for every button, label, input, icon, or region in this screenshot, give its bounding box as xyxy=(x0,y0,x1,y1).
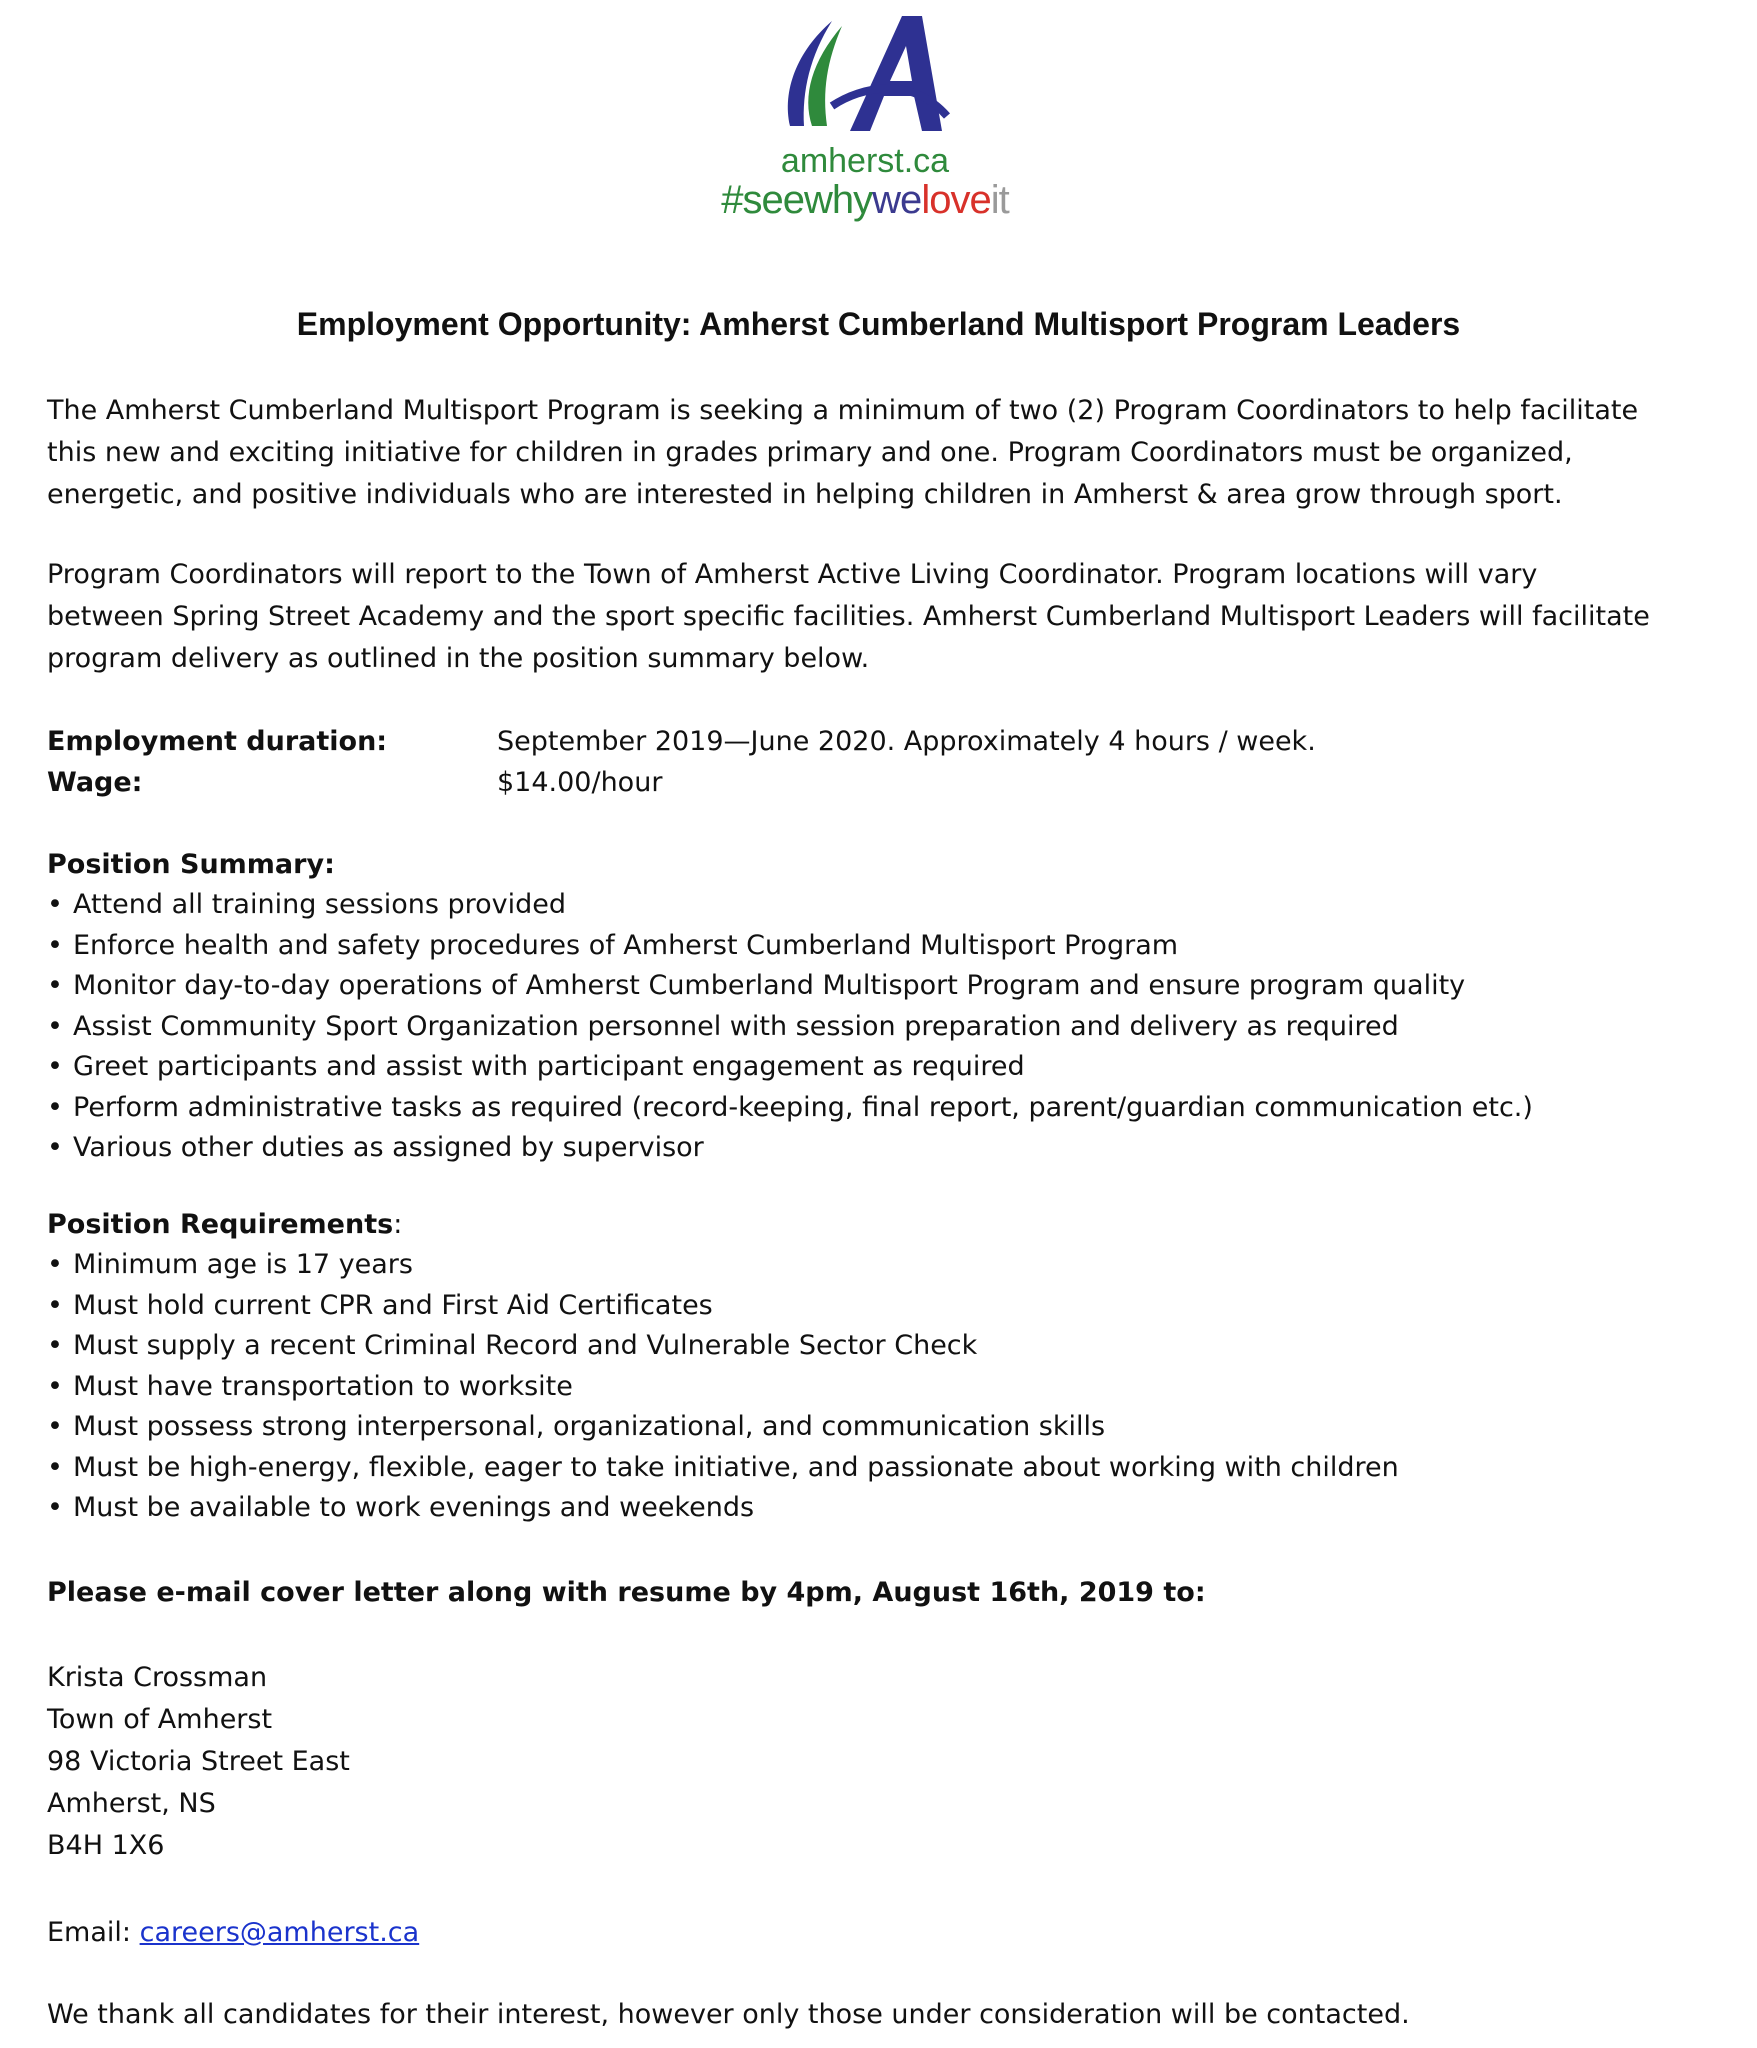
list-item-text: Must be available to work evenings and weekends xyxy=(73,1492,755,1523)
bullet-icon: • xyxy=(47,1289,63,1321)
list-item-text: Attend all training sessions provided xyxy=(73,889,567,920)
list-item xyxy=(47,926,1737,967)
bullet-icon: • xyxy=(47,1091,63,1123)
bullet-icon: • xyxy=(47,1330,63,1361)
list-item-text: Monitor day-to-day operations of Amherst Cumberland Multisport Program and ensure program quality xyxy=(73,970,1466,1001)
amherst-logo xyxy=(700,0,1030,235)
bullet-icon: • xyxy=(47,1411,63,1442)
list-item-text: Must supply a recent Criminal Record and Vulnerable Sector Check xyxy=(73,1330,978,1361)
bullet-icon: • xyxy=(47,1132,63,1163)
address-line: B4H 1X6 xyxy=(47,1830,165,1861)
list-item-text: Must have transportation to worksite xyxy=(73,1370,573,1402)
intro-paragraph-2 xyxy=(47,554,1737,680)
bullet-icon: • xyxy=(47,1370,63,1402)
bullet-icon: • xyxy=(47,889,63,920)
bullet-icon: • xyxy=(47,929,63,961)
position-requirements-section xyxy=(47,1205,1737,1529)
position-requirements-title xyxy=(47,1205,1737,1245)
list-item-text: Must hold current CPR and First Aid Certificates xyxy=(73,1289,713,1321)
duration-row xyxy=(47,722,1737,762)
list-item xyxy=(47,1326,1737,1367)
bullet-icon: • xyxy=(47,970,63,1001)
bullet-icon: • xyxy=(47,1010,63,1042)
bullet-icon: • xyxy=(47,1451,63,1483)
list-item-text: Minimum age is 17 years xyxy=(73,1249,413,1280)
wage-row xyxy=(47,763,1737,803)
logo-hashtag-part1: #seewhy xyxy=(721,178,873,222)
intro-p2-line: between Spring Street Academy and the sport specific facilities. Amherst Cumberland Multisport Leaders will facilitate xyxy=(47,601,1650,632)
list-item xyxy=(47,966,1737,1007)
apply-instruction: Please e-mail cover letter along with resume by 4pm, August 16th, 2019 to: xyxy=(47,1577,1206,1608)
list-item xyxy=(47,885,1737,926)
intro-p1-line: energetic, and positive individuals who are interested in helping children in Amherst & area grow through sport. xyxy=(47,479,1563,510)
intro-p2-line: Program Coordinators will report to the Town of Amherst Active Living Coordinator. Program locations will vary xyxy=(47,559,1538,590)
logo-hashtag-part3: love xyxy=(921,178,991,222)
list-item xyxy=(47,1286,1737,1327)
heading-colon: : xyxy=(393,1209,403,1240)
position-summary-heading: Position Summary: xyxy=(47,849,335,880)
position-summary-section xyxy=(47,845,1737,1169)
bullet-icon: • xyxy=(47,1492,63,1523)
list-item xyxy=(47,1047,1737,1088)
duration-label: Employment duration: xyxy=(47,726,388,757)
duration-value: September 2019—June 2020. Approximately 4 hours / week. xyxy=(497,726,1316,757)
address-line: Krista Crossman xyxy=(47,1662,268,1693)
email-link[interactable]: careers@amherst.ca xyxy=(139,1917,420,1948)
list-item xyxy=(47,1488,1737,1529)
bullet-icon: • xyxy=(47,1051,63,1082)
list-item-text: Greet participants and assist with participant engagement as required xyxy=(73,1051,1025,1082)
contact-address xyxy=(47,1657,1737,1867)
list-item xyxy=(47,1088,1737,1129)
logo-hashtag-part2: we xyxy=(872,178,922,222)
logo-hashtag xyxy=(700,178,1030,223)
logo-site-text: amherst.ca xyxy=(780,142,950,180)
email-label: Email: xyxy=(47,1917,140,1948)
list-item-text: Must be high-energy, flexible, eager to take initiative, and passionate about working with children xyxy=(73,1451,1399,1483)
list-item xyxy=(47,1367,1737,1408)
page-title: Employment Opportunity: Amherst Cumberland Multisport Program Leaders xyxy=(296,306,1461,342)
list-item xyxy=(47,1007,1737,1048)
position-requirements-heading: Position Requirements xyxy=(47,1209,394,1240)
position-summary-list xyxy=(47,885,1737,1169)
address-line: Town of Amherst xyxy=(47,1704,273,1735)
list-item-text: Perform administrative tasks as required (record-keeping, final report, parent/guardian communication etc.) xyxy=(73,1091,1533,1123)
list-item-text: Assist Community Sport Organization personnel with session preparation and delivery as required xyxy=(73,1010,1399,1042)
intro-paragraph-1 xyxy=(47,390,1737,516)
logo-hashtag-part4: it xyxy=(990,178,1009,222)
list-item xyxy=(47,1448,1737,1489)
list-item-text: Must possess strong interpersonal, organizational, and communication skills xyxy=(73,1411,1106,1442)
wage-value: $14.00/hour xyxy=(497,767,663,798)
intro-p2-line: program delivery as outlined in the position summary below. xyxy=(47,643,870,674)
bullet-icon: • xyxy=(47,1249,63,1280)
email-line xyxy=(47,1912,1737,1954)
address-line: Amherst, NS xyxy=(47,1788,216,1819)
list-item-text: Enforce health and safety procedures of Amherst Cumberland Multisport Program xyxy=(73,929,1179,961)
closing-statement: We thank all candidates for their interest, however only those under consideration will be contacted. xyxy=(47,1999,1410,2030)
intro-p1-line: The Amherst Cumberland Multisport Program is seeking a minimum of two (2) Program Coordinators to help facilitate xyxy=(47,395,1639,426)
position-requirements-list xyxy=(47,1245,1737,1529)
list-item-text: Various other duties as assigned by supervisor xyxy=(73,1132,704,1163)
amherst-a-logo-icon xyxy=(772,6,962,146)
list-item xyxy=(47,1245,1737,1286)
list-item xyxy=(47,1128,1737,1169)
wage-label: Wage: xyxy=(47,767,143,798)
address-line: 98 Victoria Street East xyxy=(47,1746,350,1777)
intro-p1-line: this new and exciting initiative for children in grades primary and one. Program Coordinators must be organized, xyxy=(47,437,1573,468)
list-item xyxy=(47,1407,1737,1448)
